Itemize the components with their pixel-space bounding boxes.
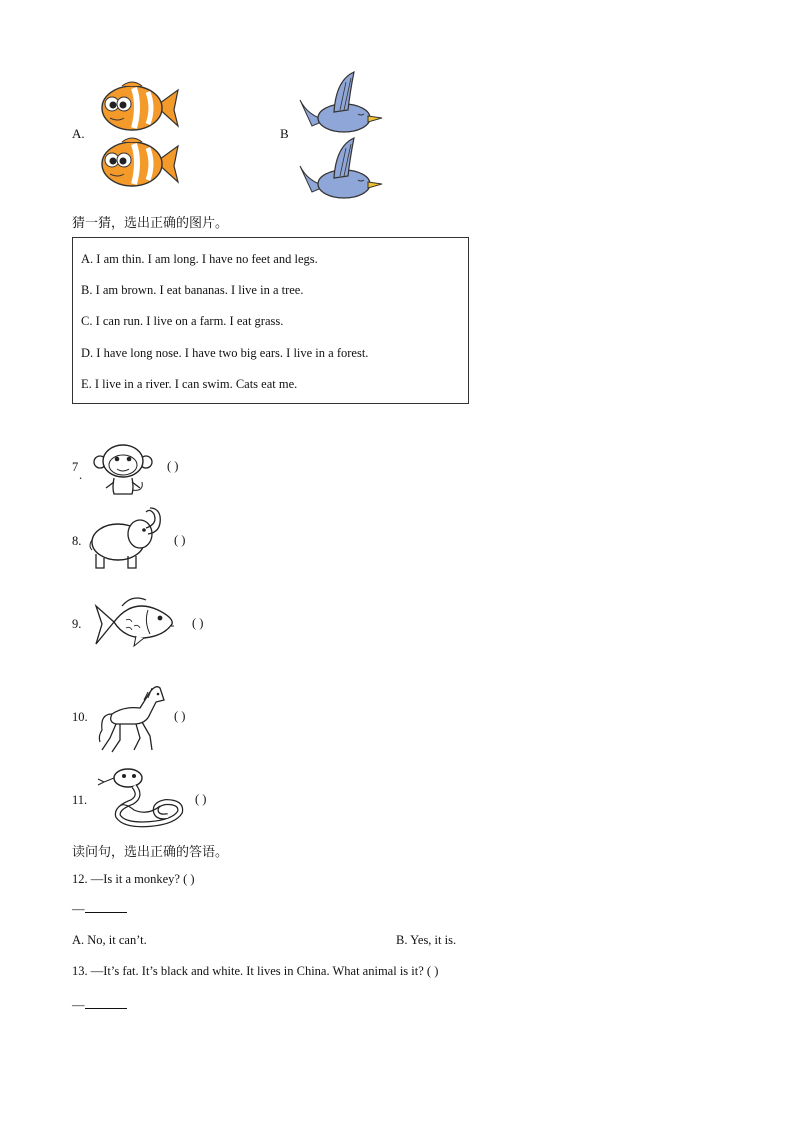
riddle-e: E. I live in a river. I can swim. Cats eat me. bbox=[81, 377, 298, 391]
riddle-box bbox=[72, 237, 469, 404]
question-12-option-b[interactable]: B. Yes, it is. bbox=[396, 933, 457, 947]
riddle-c: C. I can run. I live on a farm. I eat grass. bbox=[81, 314, 284, 328]
question-11-number: 11. bbox=[72, 793, 88, 807]
question-7-number: 7 bbox=[72, 460, 79, 474]
monkey-image bbox=[92, 444, 154, 498]
question-13-answer-line[interactable] bbox=[72, 998, 127, 1013]
elephant-image bbox=[88, 506, 164, 572]
question-9-number: 9. bbox=[72, 617, 82, 631]
question-9-answer-paren[interactable]: ( ) bbox=[192, 616, 204, 630]
question-10-answer-paren[interactable]: ( ) bbox=[174, 709, 186, 723]
fish-image bbox=[92, 592, 176, 650]
question-8-answer-paren[interactable]: ( ) bbox=[174, 533, 186, 547]
question-11-answer-paren[interactable]: ( ) bbox=[195, 792, 207, 806]
snake-image bbox=[94, 766, 186, 828]
question-10-number: 10. bbox=[72, 710, 88, 724]
section1-title: 猜一猜，选出正确的图片。 bbox=[72, 216, 229, 231]
question-13-blank[interactable] bbox=[85, 998, 127, 1009]
question-12-text: 12. —Is it a monkey? ( ) bbox=[72, 872, 195, 886]
question-7-dot: . bbox=[79, 468, 83, 482]
question-12-answer-line[interactable] bbox=[72, 902, 127, 917]
option-b-label: B bbox=[280, 126, 289, 141]
riddle-a: A. I am thin. I am long. I have no feet and legs. bbox=[81, 252, 318, 266]
riddle-d: D. I have long nose. I have two big ears. I live in a forest. bbox=[81, 346, 369, 360]
question-7-answer-paren[interactable]: ( ) bbox=[167, 459, 179, 473]
question-8-number: 8. bbox=[72, 534, 82, 548]
bird-bottom bbox=[300, 138, 382, 198]
question-13-text: 13. —It’s fat. It’s black and white. It lives in China. What animal is it? ( ) bbox=[72, 964, 439, 978]
question-12-blank[interactable] bbox=[85, 902, 127, 913]
option-a-label: A. bbox=[72, 126, 85, 141]
blue-birds-image bbox=[298, 70, 384, 200]
bird-top bbox=[300, 72, 382, 132]
clownfish-image bbox=[96, 76, 180, 190]
question-12-option-a[interactable]: A. No, it can’t. bbox=[72, 933, 147, 947]
section2-title: 读问句，选出正确的答语。 bbox=[72, 845, 229, 860]
riddle-b: B. I am brown. I eat bananas. I live in a tree. bbox=[81, 283, 304, 297]
clownfish-bottom bbox=[102, 138, 178, 186]
question-13-dash: — bbox=[72, 998, 85, 1012]
clownfish-top bbox=[102, 82, 178, 130]
horse-image bbox=[94, 680, 166, 756]
question-12-dash: — bbox=[72, 902, 85, 916]
